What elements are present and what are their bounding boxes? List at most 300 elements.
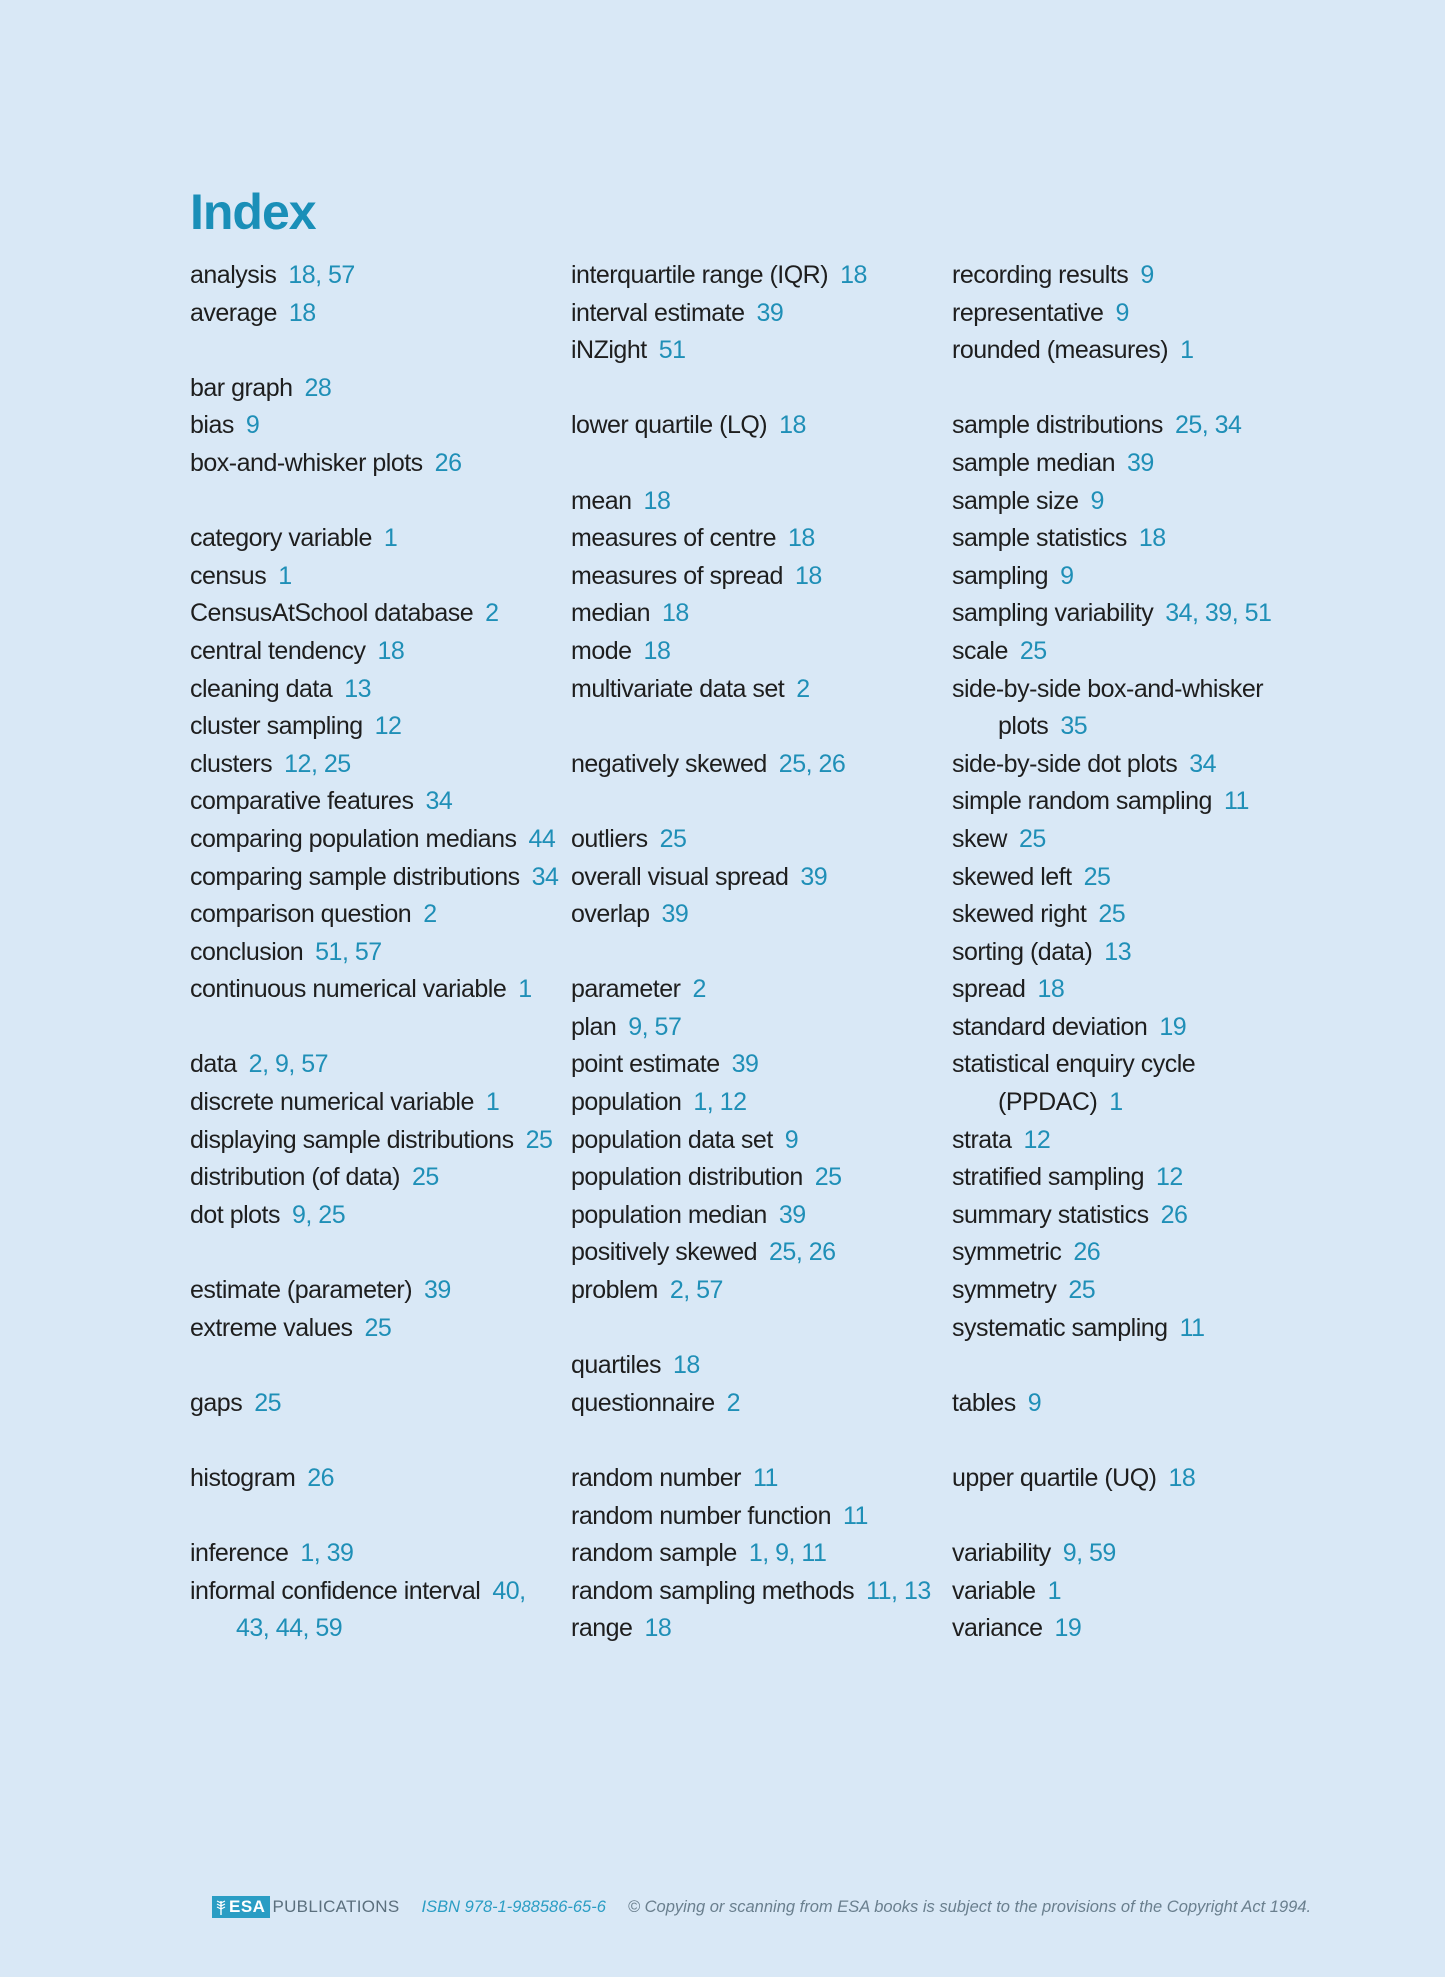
index-term: variance [952, 1614, 1043, 1643]
index-entry [190, 1046, 560, 1084]
index-page-refs: 25, 34 [1174, 411, 1242, 440]
index-entry [190, 1573, 560, 1648]
index-term: rounded (measures) [952, 336, 1169, 365]
index-entry [190, 407, 560, 445]
index-group-gap [190, 1234, 560, 1272]
index-term: displaying sample distributions [190, 1125, 514, 1154]
index-entry [571, 633, 941, 671]
index-page-refs: 18 [779, 411, 806, 440]
index-entry [571, 896, 941, 934]
index-entry [952, 520, 1322, 558]
index-entry [571, 671, 941, 709]
index-term: outliers [571, 824, 648, 853]
index-term: symmetry [952, 1276, 1057, 1305]
index-page-refs: 1 [1180, 336, 1194, 365]
index-term: comparing sample distributions [190, 862, 520, 891]
index-term: negatively skewed [571, 749, 767, 778]
index-term: mean [571, 486, 632, 515]
index-term: informal confidence interval [190, 1576, 481, 1605]
logo-mark [212, 1896, 270, 1918]
index-term: sampling variability [952, 599, 1154, 628]
index-entry [571, 332, 941, 370]
index-entry [952, 332, 1322, 370]
index-page-refs: 12 [374, 712, 402, 741]
index-page-refs: 9 [245, 411, 260, 440]
index-term: continuous numerical variable [190, 975, 507, 1004]
index-entry [571, 746, 941, 784]
index-term: analysis [190, 261, 277, 289]
index-entry [952, 1234, 1322, 1272]
index-entry [190, 896, 560, 934]
index-page-refs: 18 [288, 298, 316, 327]
index-entry [190, 1385, 560, 1423]
index-term: inference [190, 1539, 289, 1568]
index-entry [952, 821, 1322, 859]
index-term: average [190, 298, 277, 327]
index-page-refs: 34 [425, 787, 453, 816]
index-term: overall visual spread [571, 862, 789, 891]
index-term: measures of spread [571, 561, 783, 590]
index-page-refs: 2 [423, 900, 437, 929]
index-entry [571, 1535, 941, 1573]
isbn: ISBN 978-1-988586-65-6 [421, 1897, 606, 1916]
index-term: scale [952, 636, 1008, 665]
index-entry [571, 257, 941, 295]
index-term: multivariate data set [571, 674, 785, 703]
index-entry [571, 1122, 941, 1160]
index-page-refs: 9 [1140, 261, 1154, 289]
index-term: dot plots [190, 1200, 281, 1229]
fern-icon [216, 1899, 226, 1915]
index-page-refs: 12 [1023, 1125, 1051, 1154]
index-term: sample size [952, 486, 1079, 515]
index-page-refs: 1 [1047, 1576, 1061, 1605]
index-entry [571, 1460, 941, 1498]
index-entry [190, 934, 560, 972]
index-entry [952, 934, 1322, 972]
index-page-refs: 9 [1115, 298, 1129, 327]
index-term: random sampling methods [571, 1576, 855, 1605]
index-term: population data set [571, 1125, 773, 1154]
index-page-refs: 1 [485, 1088, 500, 1117]
index-term: population distribution [571, 1163, 803, 1192]
index-group-gap [571, 370, 941, 408]
index-term: positively skewed [571, 1238, 758, 1267]
index-term: sorting (data) [952, 937, 1093, 966]
index-group-gap [571, 445, 941, 483]
index-entry [190, 1535, 560, 1573]
index-column-3 [952, 257, 1322, 1648]
index-page-refs: 1 [278, 561, 292, 590]
index-term: histogram [190, 1464, 296, 1492]
index-entry [952, 445, 1322, 483]
index-entry [571, 1573, 941, 1611]
index-page-refs: 35 [1060, 712, 1088, 741]
index-page-refs: 39 [661, 900, 689, 929]
index-term: measures of centre [571, 524, 776, 553]
index-entry [190, 295, 560, 333]
index-entry [571, 971, 941, 1009]
index-term: cluster sampling [190, 712, 363, 741]
index-entry [571, 558, 941, 596]
index-term: sampling [952, 561, 1049, 590]
index-page-refs: 39 [800, 862, 828, 891]
index-term: distribution (of data) [190, 1163, 400, 1192]
index-term: comparative features [190, 787, 414, 816]
index-group-gap [952, 1498, 1322, 1536]
index-entry [952, 1573, 1322, 1611]
index-entry [190, 821, 560, 859]
index-term: comparison question [190, 900, 412, 929]
index-column-2 [571, 257, 941, 1648]
index-entry [571, 595, 941, 633]
index-entry [952, 783, 1322, 821]
index-entry [190, 595, 560, 633]
index-page-refs: 51 [658, 336, 686, 365]
index-page-refs: 26 [307, 1464, 335, 1492]
index-term: iNZight [571, 336, 647, 365]
index-page-refs: 25 [1083, 862, 1111, 891]
index-term: skew [952, 824, 1007, 853]
index-term: tables [952, 1388, 1016, 1417]
index-entry [952, 859, 1322, 897]
index-term: random number [571, 1464, 741, 1492]
index-entry [571, 1347, 941, 1385]
index-entry [952, 896, 1322, 934]
index-term: variability [952, 1539, 1051, 1568]
index-term: CensusAtSchool database [190, 599, 474, 628]
index-entry [571, 1234, 941, 1272]
index-entry [952, 1122, 1322, 1160]
index-term: central tendency [190, 636, 366, 665]
index-term: gaps [190, 1388, 243, 1417]
index-term: upper quartile (UQ) [952, 1464, 1157, 1492]
index-page-refs: 39 [424, 1276, 451, 1305]
index-entry [952, 483, 1322, 521]
index-page-refs: 1 [383, 524, 398, 553]
index-page-refs: 39 [756, 298, 784, 327]
index-entry [952, 1009, 1322, 1047]
index-entry [190, 633, 560, 671]
index-term: overlap [571, 900, 650, 929]
index-term: conclusion [190, 937, 304, 966]
index-page-refs: 18 [673, 1351, 700, 1380]
index-page-refs: 19 [1159, 1012, 1187, 1041]
page-title: Index [190, 184, 316, 240]
index-term: bias [190, 411, 234, 440]
index-term: strata [952, 1125, 1012, 1154]
index-term: population median [571, 1200, 767, 1229]
index-page-refs: 13 [1104, 937, 1132, 966]
index-page-refs: 9 [1090, 486, 1104, 515]
index-term: side-by-side box-and-whisker plots [952, 674, 1264, 741]
index-entry [571, 520, 941, 558]
index-term: sample distributions [952, 411, 1163, 440]
page-footer [212, 1896, 1311, 1918]
index-page-refs: 25 [814, 1163, 842, 1192]
index-page-refs: 25 [411, 1163, 439, 1192]
index-page-refs: 11 [1179, 1313, 1205, 1342]
index-page-refs: 12, 25 [284, 749, 351, 778]
index-term: interval estimate [571, 298, 745, 327]
index-page-refs: 11 [842, 1501, 868, 1530]
index-page-refs: 1, 9, 11 [748, 1539, 827, 1568]
index-term: data [190, 1050, 237, 1079]
index-page-refs: 1 [1109, 1088, 1123, 1117]
index-term: range [571, 1614, 633, 1643]
index-entry [952, 633, 1322, 671]
index-page-refs: 18 [1037, 975, 1065, 1004]
index-entry [952, 257, 1322, 295]
index-term: discrete numerical variable [190, 1088, 474, 1117]
index-term: symmetric [952, 1238, 1062, 1267]
index-term: systematic sampling [952, 1313, 1168, 1342]
index-entry [571, 295, 941, 333]
index-page-refs: 25 [1098, 900, 1126, 929]
index-term: quartiles [571, 1351, 661, 1380]
index-page-refs: 1, 12 [693, 1088, 747, 1117]
index-page-refs: 18 [1138, 524, 1166, 553]
index-entry [190, 558, 560, 596]
index-page-refs: 25 [254, 1388, 282, 1417]
index-entry [571, 1159, 941, 1197]
index-entry [190, 971, 560, 1009]
index-term: random number function [571, 1501, 831, 1530]
index-entry [952, 407, 1322, 445]
index-entry [190, 257, 560, 295]
index-page-refs: 26 [434, 448, 462, 477]
index-group-gap [571, 708, 941, 746]
index-entry [952, 295, 1322, 333]
index-page-refs: 18 [788, 524, 815, 553]
index-term: skewed left [952, 862, 1072, 891]
publisher-logo [212, 1896, 400, 1918]
index-page-refs: 39 [731, 1050, 759, 1079]
index-page-refs: 2, 57 [669, 1276, 723, 1305]
index-term: category variable [190, 524, 372, 553]
index-page-refs: 18 [662, 599, 689, 628]
index-group-gap [190, 1498, 560, 1536]
index-term: interquartile range (IQR) [571, 261, 829, 289]
index-page-refs: 44 [528, 824, 556, 853]
index-term: census [190, 561, 267, 590]
index-page-refs: 18 [794, 561, 822, 590]
index-page-refs: 34, 39, 51 [1165, 599, 1272, 628]
index-page-refs: 40, 43, 44, 59 [236, 1576, 526, 1643]
index-page-refs: 2, 9, 57 [248, 1050, 329, 1079]
index-entry [190, 1460, 560, 1498]
index-page-refs: 25 [659, 824, 687, 853]
index-term: box-and-whisker plots [190, 448, 423, 477]
index-term: skewed right [952, 900, 1087, 929]
index-term: bar graph [190, 373, 293, 402]
index-page-refs: 2 [692, 975, 706, 1004]
index-group-gap [571, 1310, 941, 1348]
index-entry [571, 1009, 941, 1047]
index-term: recording results [952, 261, 1129, 289]
index-page-refs: 18 [1168, 1464, 1196, 1492]
index-page-refs: 34 [1189, 749, 1217, 778]
index-term: parameter [571, 975, 681, 1004]
index-entry [190, 783, 560, 821]
index-entry [571, 1046, 941, 1084]
index-entry [190, 370, 560, 408]
index-entry [190, 671, 560, 709]
index-entry [190, 1084, 560, 1122]
index-page-refs: 25 [525, 1125, 553, 1154]
index-page-refs: 11 [752, 1464, 778, 1492]
index-page-refs: 25 [1068, 1276, 1096, 1305]
index-page-refs: 1, 39 [300, 1539, 354, 1568]
index-group-gap [190, 332, 560, 370]
index-page-refs: 34 [531, 862, 559, 891]
index-page-refs: 18 [840, 261, 867, 289]
index-page-refs: 18 [377, 636, 405, 665]
index-entry [952, 1610, 1322, 1648]
index-page-refs: 39 [778, 1200, 806, 1229]
index-page-refs: 9 [784, 1125, 799, 1154]
index-term: lower quartile (LQ) [571, 411, 768, 440]
index-term: simple random sampling [952, 787, 1212, 816]
index-entry [952, 1460, 1322, 1498]
index-entry [952, 595, 1322, 633]
index-page-refs: 28 [304, 373, 332, 402]
index-term: questionnaire [571, 1388, 715, 1417]
index-term: sample median [952, 448, 1116, 477]
index-entry [952, 1385, 1322, 1423]
index-term: comparing population medians [190, 824, 517, 853]
index-entry [571, 1084, 941, 1122]
copyright-notice: © Copying or scanning from ESA books is subject to the provisions of the Copyright Act 1994. [627, 1897, 1312, 1916]
index-entry [190, 708, 560, 746]
index-page-refs: 18 [643, 636, 671, 665]
index-term: variable [952, 1576, 1036, 1605]
index-term: estimate (parameter) [190, 1276, 413, 1305]
index-term: side-by-side dot plots [952, 749, 1178, 778]
index-term: spread [952, 975, 1026, 1004]
index-page-refs: 11, 13 [866, 1576, 931, 1605]
index-page-refs: 9, 25 [292, 1200, 346, 1229]
index-page-refs: 25, 26 [778, 749, 846, 778]
index-entry [571, 859, 941, 897]
index-entry [190, 520, 560, 558]
index-page-refs: 9, 57 [628, 1012, 682, 1041]
index-entry [571, 821, 941, 859]
index-entry [571, 1197, 941, 1235]
index-page-refs: 18 [644, 1614, 672, 1643]
index-group-gap [952, 1347, 1322, 1385]
index-entry [190, 1310, 560, 1348]
index-term: median [571, 599, 650, 628]
index-entry [952, 971, 1322, 1009]
index-term: problem [571, 1276, 658, 1305]
index-term: plan [571, 1012, 617, 1041]
index-entry [952, 1535, 1322, 1573]
index-entry [190, 1159, 560, 1197]
index-page-refs: 9 [1060, 561, 1074, 590]
index-term: statistical enquiry cycle (PPDAC) [952, 1050, 1196, 1117]
index-group-gap [952, 1422, 1322, 1460]
index-entry [952, 1197, 1322, 1235]
index-term: sample statistics [952, 524, 1127, 553]
index-page-refs: 26 [1073, 1238, 1101, 1267]
index-page-refs: 2 [796, 674, 810, 703]
index-term: extreme values [190, 1313, 353, 1342]
index-term: point estimate [571, 1050, 720, 1079]
index-page-refs: 11 [1223, 787, 1249, 816]
index-entry [571, 483, 941, 521]
index-page-refs: 39 [1127, 448, 1154, 477]
index-page-refs: 1 [518, 975, 532, 1004]
index-entry [571, 1498, 941, 1536]
index-page-refs: 25 [364, 1313, 392, 1342]
index-group-gap [190, 1422, 560, 1460]
index-entry [571, 1610, 941, 1648]
index-entry [190, 445, 560, 483]
index-entry [952, 1310, 1322, 1348]
index-term: standard deviation [952, 1012, 1148, 1041]
index-page-refs: 25, 26 [769, 1238, 836, 1267]
index-page-refs: 26 [1160, 1200, 1188, 1229]
index-term: stratified sampling [952, 1163, 1144, 1192]
index-entry [190, 1122, 560, 1160]
index-page-refs: 9, 59 [1062, 1539, 1116, 1568]
index-page-refs: 12 [1155, 1163, 1183, 1192]
logo-mark-text: ESA [229, 1897, 266, 1916]
index-page-refs: 9 [1027, 1388, 1042, 1417]
index-term: cleaning data [190, 674, 333, 703]
index-group-gap [190, 483, 560, 521]
index-entry [952, 1159, 1322, 1197]
index-term: population [571, 1088, 682, 1117]
index-term: summary statistics [952, 1200, 1149, 1229]
index-page-refs: 19 [1054, 1614, 1082, 1643]
index-page-refs: 2 [726, 1388, 741, 1417]
index-entry [571, 407, 941, 445]
index-entry [952, 1272, 1322, 1310]
index-entry [571, 1385, 941, 1423]
index-entry [190, 1272, 560, 1310]
index-group-gap [571, 934, 941, 972]
index-term: clusters [190, 749, 273, 778]
index-page-refs: 2 [485, 599, 499, 628]
index-page-refs: 51, 57 [315, 937, 382, 966]
index-page-refs: 18 [643, 486, 671, 515]
logo-word: PUBLICATIONS [272, 1897, 400, 1916]
index-page-refs: 18, 57 [288, 261, 355, 289]
index-group-gap [952, 370, 1322, 408]
index-group-gap [571, 1422, 941, 1460]
index-entry [952, 1046, 1322, 1121]
index-page-refs: 13 [344, 674, 372, 703]
index-entry [571, 1272, 941, 1310]
index-group-gap [190, 1009, 560, 1047]
index-entry [190, 1197, 560, 1235]
index-entry [190, 859, 560, 897]
index-column-1 [190, 257, 560, 1648]
index-page-refs: 25 [1018, 824, 1046, 853]
index-term: random sample [571, 1539, 737, 1568]
index-entry [952, 746, 1322, 784]
index-group-gap [571, 783, 941, 821]
index-entry [952, 558, 1322, 596]
index-term: representative [952, 298, 1104, 327]
index-group-gap [190, 1347, 560, 1385]
index-term: mode [571, 636, 632, 665]
index-entry [952, 671, 1322, 746]
index-entry [190, 746, 560, 784]
index-page-refs: 25 [1019, 636, 1047, 665]
